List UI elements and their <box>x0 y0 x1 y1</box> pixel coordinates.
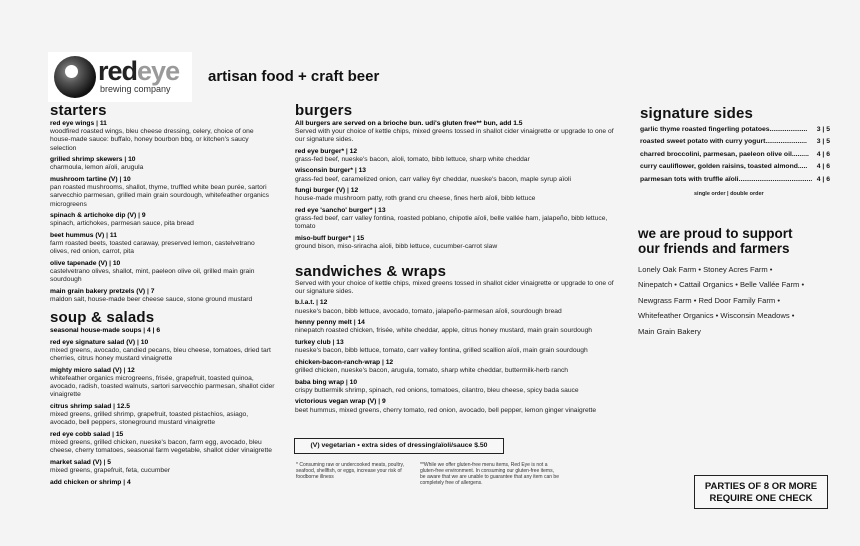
burgers-heading: burgers <box>295 102 353 119</box>
menu-item <box>50 260 275 285</box>
price-separator: | <box>376 398 382 406</box>
menu-item-price: 11 <box>99 120 107 127</box>
side-price: 4 | 6 <box>816 175 830 183</box>
menu-item-header <box>50 479 275 487</box>
menu-item-description: maldon salt, house-made beer cheese sauce, stone ground mustard <box>50 296 253 304</box>
side-name: garlic thyme roasted fingerling potatoes.................... <box>640 126 808 133</box>
price-separator: | <box>352 167 359 175</box>
soups-list <box>50 327 275 490</box>
farmer-line: Main Grain Bakery <box>638 326 701 336</box>
menu-item-price: 13 <box>378 207 386 214</box>
price-separator: | <box>145 288 151 295</box>
menu-item-name: miso-buff burger* <box>295 235 352 242</box>
price-separator: | <box>351 235 357 242</box>
side-name: charred broccolini, parmesan, paeleon olive oil......... <box>640 150 809 158</box>
menu-item-header <box>50 327 275 335</box>
brand-eye: eye <box>137 56 180 86</box>
menu-item <box>50 120 275 153</box>
price-separator: | <box>330 339 337 346</box>
burgers-block <box>295 120 625 255</box>
menu-item-price: 12 <box>319 299 328 307</box>
sides-list <box>640 124 830 186</box>
menu-item-description: ground bison, miso-sriracha aïoli, bibb lettuce, cucumber-carrot slaw <box>295 243 498 251</box>
menu-item-description: whitefeather organics microgreens, frisée, grapefruit, toasted quinoa, avocado, radish, toasted walnuts, sartori sarvecchio parmesan, shallot cider vinaigrette <box>50 374 275 399</box>
menu-item-description: spinach, artichokes, parmesan sauce, pita bread <box>50 220 194 228</box>
price-separator: | <box>110 430 116 438</box>
menu-item <box>295 299 625 315</box>
menu-item-name: main grain bakery pretzels (V) <box>50 288 146 295</box>
menu-item-description: mixed greens, grilled shrimp, grapefruit, toasted pistachios, asiago, avocado, bell peppers, stoneground mustard vinaigrette <box>50 411 249 427</box>
menu-item-price: 15 <box>356 235 365 242</box>
menu-item <box>50 212 275 228</box>
menu-item-price: 9 <box>381 398 386 406</box>
price-separator: | <box>107 260 113 267</box>
side-price: 3 | 5 <box>816 138 830 146</box>
menu-item-header <box>50 232 275 240</box>
menu-item-description: castelvetrano olives, shallot, mint, paeleon olive oil, grilled main grain sourdough <box>50 268 255 284</box>
price-separator: | <box>314 299 320 307</box>
farmers-list <box>638 262 838 339</box>
soups-heading: soup & salads <box>50 309 155 326</box>
menu-item-name: seasonal house-made soups <box>50 327 142 334</box>
side-name: roasted sweet potato with curry yogurt...................... <box>640 138 807 146</box>
menu-item <box>295 379 625 395</box>
side-item <box>640 161 830 173</box>
menu-item-name: red eye cobb salad <box>50 430 111 438</box>
menu-item-header <box>295 398 625 406</box>
menu-item-header <box>50 339 275 347</box>
logo <box>48 52 192 102</box>
price-separator: | <box>121 366 128 374</box>
menu-item-price: 10 <box>112 260 121 267</box>
menu-item-price: 12 <box>349 147 358 155</box>
burgers-note <box>295 120 625 145</box>
support-title-line-2: our friends and farmers <box>638 241 790 256</box>
menu-item-price: 12 <box>350 187 359 195</box>
burgers-note-bold: All burgers are served on a brioche bun. udi's gluten free** bun, add 1.5 <box>295 120 523 127</box>
menu-item-description: charmoula, lemon aïoli, arugula <box>50 164 144 172</box>
menu-item-header <box>295 207 625 215</box>
menu-item-name: beet hummus (V) <box>50 232 105 239</box>
starters-list <box>50 120 275 308</box>
support-title-line-1: we are proud to support <box>638 226 793 241</box>
menu-item-name: red eye signature salad (V) <box>50 338 136 346</box>
menu-item <box>295 398 625 414</box>
menu-item <box>295 187 625 203</box>
price-separator: | <box>344 378 350 386</box>
sandwiches-heading: sandwiches & wraps <box>295 263 447 280</box>
menu-item-price: 13 <box>358 167 367 175</box>
menu-item-price: 7 <box>150 288 155 295</box>
menu-item <box>50 156 275 172</box>
menu-item-description: beet hummus, mixed greens, cherry tomato, red onion, avocado, bell pepper, lemon ginger vinaigrette <box>295 406 597 414</box>
side-price: 4 | 6 <box>816 150 830 158</box>
brand-wordmark <box>98 57 179 85</box>
menu-item-description: grass-fed beef, caramelized onion, carr valley 6yr cheddar, nueske's bacon, maple syrup aïoli <box>295 175 571 183</box>
menu-item-name: red eye burger* <box>295 147 345 155</box>
sides-footnote: single order | double order <box>694 191 764 197</box>
menu-item-description: nueske's bacon, bibb lettuce, tomato, carr valley fontina, grilled scallion aïoli, main grain sourdough <box>295 347 588 355</box>
menu-item-name: wisconsin burger* <box>295 167 353 175</box>
menu-item-name: red eye wings <box>50 120 95 127</box>
menu-item <box>295 148 625 164</box>
price-separator: | <box>104 232 110 239</box>
menu-item <box>50 479 275 487</box>
menu-item <box>50 327 275 335</box>
farmer-line: Ninepatch • Cattail Organics • Belle Vallée Farm • <box>638 280 805 290</box>
menu-item <box>50 176 275 209</box>
menu-item <box>295 167 625 183</box>
menu-item-description: farm roasted beets, toasted caraway, preserved lemon, castelvetrano olives, red onion, carrot, pita <box>50 240 255 256</box>
menu-item-header <box>295 148 625 156</box>
menu-item-header <box>295 379 625 387</box>
menu-item-header <box>295 319 625 327</box>
menu-item-header <box>295 299 625 307</box>
menu-item-name: victorious vegan wrap (V) <box>295 398 377 406</box>
burgers-list <box>295 148 625 252</box>
menu-item-header <box>50 156 275 164</box>
menu-item-name: henny penny melt <box>295 319 352 327</box>
menu-item-price: 12 <box>127 366 135 374</box>
menu-item-price: 15 <box>115 430 124 438</box>
farmer-line: Lonely Oak Farm • Stoney Acres Farm • <box>638 265 773 274</box>
burgers-note-text: Served with your choice of kettle chips, mixed greens tossed in shallot cider vinaigrette or upgrade to one of our signature sides. <box>295 128 614 144</box>
menu-item-name: mighty micro salad (V) <box>50 366 122 374</box>
price-separator: | <box>351 319 358 327</box>
menu-item-price: 14 <box>357 319 365 327</box>
menu-item-name: chicken-bacon-ranch-wrap <box>295 358 381 366</box>
price-separator: | <box>380 358 386 366</box>
menu-item-header <box>50 212 275 220</box>
price-separator: | <box>141 327 148 334</box>
menu-item-header <box>295 359 625 367</box>
menu-item-header <box>295 339 625 347</box>
menu-item-name: red eye 'sancho' burger* <box>295 207 373 214</box>
side-item <box>640 149 830 161</box>
menu-item-price: 10 <box>128 156 136 164</box>
menu-item-header <box>50 367 275 375</box>
menu-item-description: grilled chicken, nueske's bacon, arugula, tomato, sharp white cheddar, buttermilk-herb ranch <box>295 367 569 374</box>
menu-item <box>50 339 275 364</box>
menu-item <box>50 232 275 257</box>
menu-item-header <box>50 403 275 411</box>
menu-item <box>50 459 275 475</box>
menu-item-header <box>295 167 625 175</box>
menu-item-header <box>50 120 275 128</box>
menu-item-description: mixed greens, avocado, candied pecans, bleu cheese, tomatoes, dried tart cherries, citrus honey mustard vinaigrette <box>50 346 271 362</box>
party-notice-box <box>694 475 828 509</box>
menu-item-name: olive tapenade (V) <box>50 260 108 267</box>
menu-item-name: b.l.a.t. <box>295 299 315 307</box>
price-separator: | <box>111 402 117 410</box>
sandwiches-list <box>295 299 625 414</box>
menu-item-description: grass-fed beef, carr valley fontina, roasted poblano, chipotle aïoli, belle vallée ham, jalapeño, bibb lettuce, tomato <box>295 215 608 231</box>
menu-item-name: fungi burger (V) <box>295 187 346 195</box>
menu-item <box>50 367 275 400</box>
menu-item <box>295 235 625 251</box>
side-item <box>640 174 830 186</box>
menu-item-name: turkey club <box>295 339 331 346</box>
price-separator: | <box>135 338 141 346</box>
menu-item-price: 4 | 6 <box>147 327 161 334</box>
price-separator: | <box>117 176 124 183</box>
eye-logo-icon <box>54 56 96 98</box>
sandwiches-block <box>295 280 625 418</box>
menu-item-description: ninepatch roasted chicken, frisée, white cheddar, apple, citrus honey mustard, main grain sourdough <box>295 327 593 335</box>
vegetarian-legend-box: (V) vegetarian • extra sides of dressing/aïoli/sauce $.50 <box>294 438 504 454</box>
menu-item <box>50 403 275 428</box>
side-price: 4 | 6 <box>816 163 830 171</box>
menu-item-description: house-made mushroom patty, roth grand cru cheese, fines herb aïoli, bibb lettuce <box>295 195 536 203</box>
menu-item <box>50 431 275 456</box>
menu-item-header <box>50 260 275 268</box>
menu-item-price: 10 <box>140 338 149 346</box>
menu-item <box>295 207 625 232</box>
menu-item-header <box>50 288 275 296</box>
menu-item-price: 11 <box>109 232 117 239</box>
menu-item-description: woodfired roasted wings, bleu cheese dressing, celery, choice of one house-made sauce: buffalo, honey bourbon bbq, or kitchen's saucy selection <box>50 128 254 152</box>
side-name: parmesan tots with truffle aïoli....................................... <box>640 175 813 183</box>
menu-item-price: 4 <box>126 478 131 486</box>
gluten-disclaimer: **While we offer gluten-free menu items, Red Eye is not a gluten-free environment. In consuming our gluten-free items, be aware that we are unable to guarantee that any item can be completely free of allergens. <box>420 462 559 486</box>
price-separator: | <box>121 478 127 486</box>
price-separator: | <box>101 458 108 466</box>
starters-heading: starters <box>50 102 107 119</box>
menu-item <box>295 339 625 355</box>
menu-item-header <box>50 459 275 467</box>
menu-item-name: spinach & artichoke dip (V) <box>50 212 137 220</box>
menu-item-price: 12.5 <box>116 402 130 410</box>
brand-subtitle: brewing company <box>100 84 171 94</box>
side-item <box>640 124 830 136</box>
price-separator: | <box>372 207 379 214</box>
price-separator: | <box>345 187 351 195</box>
farmer-line: Newgrass Farm • Red Door Family Farm • <box>638 295 781 305</box>
menu-item-description: mixed greens, grilled chicken, nueske's bacon, farm egg, avocado, bleu cheese, cherry tomatoes, seasonal farm vegetable, shallot cider vinaigrette <box>50 439 272 455</box>
brand-red: red <box>98 56 138 86</box>
menu-item <box>295 359 625 375</box>
menu-item-description: nueske's bacon, bibb lettuce, avocado, tomato, jalapeño-parmesan aïoli, sourdough bread <box>295 307 562 315</box>
side-name: curry cauliflower, golden raisins, toasted almond..... <box>640 163 808 171</box>
menu-item-header <box>295 235 625 243</box>
menu-item-header <box>50 176 275 184</box>
raw-food-disclaimer: * Consuming raw or undercooked meats, poultry, seafood, shellfish, or eggs, increase your risk of foodborne illness <box>296 462 405 480</box>
menu-item-price: 9 <box>141 212 146 220</box>
sandwiches-note: Served with your choice of kettle chips, mixed greens tossed in shallot cider vinaigrette or upgrade to one of our signature sides. <box>295 280 614 296</box>
menu-item-header <box>295 187 625 195</box>
party-notice-line-2: REQUIRE ONE CHECK <box>709 493 813 504</box>
menu-item-name: add chicken or shrimp <box>50 478 122 486</box>
menu-item-name: mushroom tartine (V) <box>50 176 118 183</box>
party-notice-line-1: PARTIES OF 8 OR MORE <box>704 481 818 492</box>
price-separator: | <box>94 120 100 127</box>
side-item <box>640 136 830 148</box>
menu-item-description: pan roasted mushrooms, shallot, thyme, truffled white bean purée, sartori sarvecchio parmesan, grilled main grain sourdough, whitefeather organics microgreens <box>50 184 269 208</box>
price-separator: | <box>122 156 129 164</box>
side-price: 3 | 5 <box>816 126 830 133</box>
menu-item-price: 12 <box>385 358 394 366</box>
support-heading <box>638 226 838 256</box>
menu-item <box>295 319 625 335</box>
menu-item-price: 5 <box>107 458 111 466</box>
price-separator: | <box>344 147 350 155</box>
menu-item-price: 13 <box>336 339 344 346</box>
menu-item-name: market salad (V) <box>50 458 102 466</box>
menu-item-description: crispy buttermilk shrimp, spinach, red onions, tomatoes, cilantro, bleu cheese, spicy bada sauce <box>295 386 579 394</box>
menu-item-description: grass-fed beef, nueske's bacon, aïoli, tomato, bibb lettuce, sharp white cheddar <box>295 155 530 163</box>
sides-heading: signature sides <box>640 105 754 122</box>
menu-item-name: grilled shrimp skewers <box>50 156 123 164</box>
tagline: artisan food + craft beer <box>208 68 380 85</box>
farmer-line: Whitefeather Organics • Wisconsin Meadows • <box>638 311 795 321</box>
menu-item <box>50 288 275 304</box>
menu-item-price: 10 <box>349 378 358 386</box>
menu-item-header <box>50 431 275 439</box>
menu-item-price: 10 <box>123 176 131 183</box>
menu-item-name: citrus shrimp salad <box>50 402 112 410</box>
menu-item-description: mixed greens, grapefruit, feta, cucumber <box>50 467 171 474</box>
price-separator: | <box>136 212 142 220</box>
menu-item-name: baba bing wrap <box>295 378 345 386</box>
